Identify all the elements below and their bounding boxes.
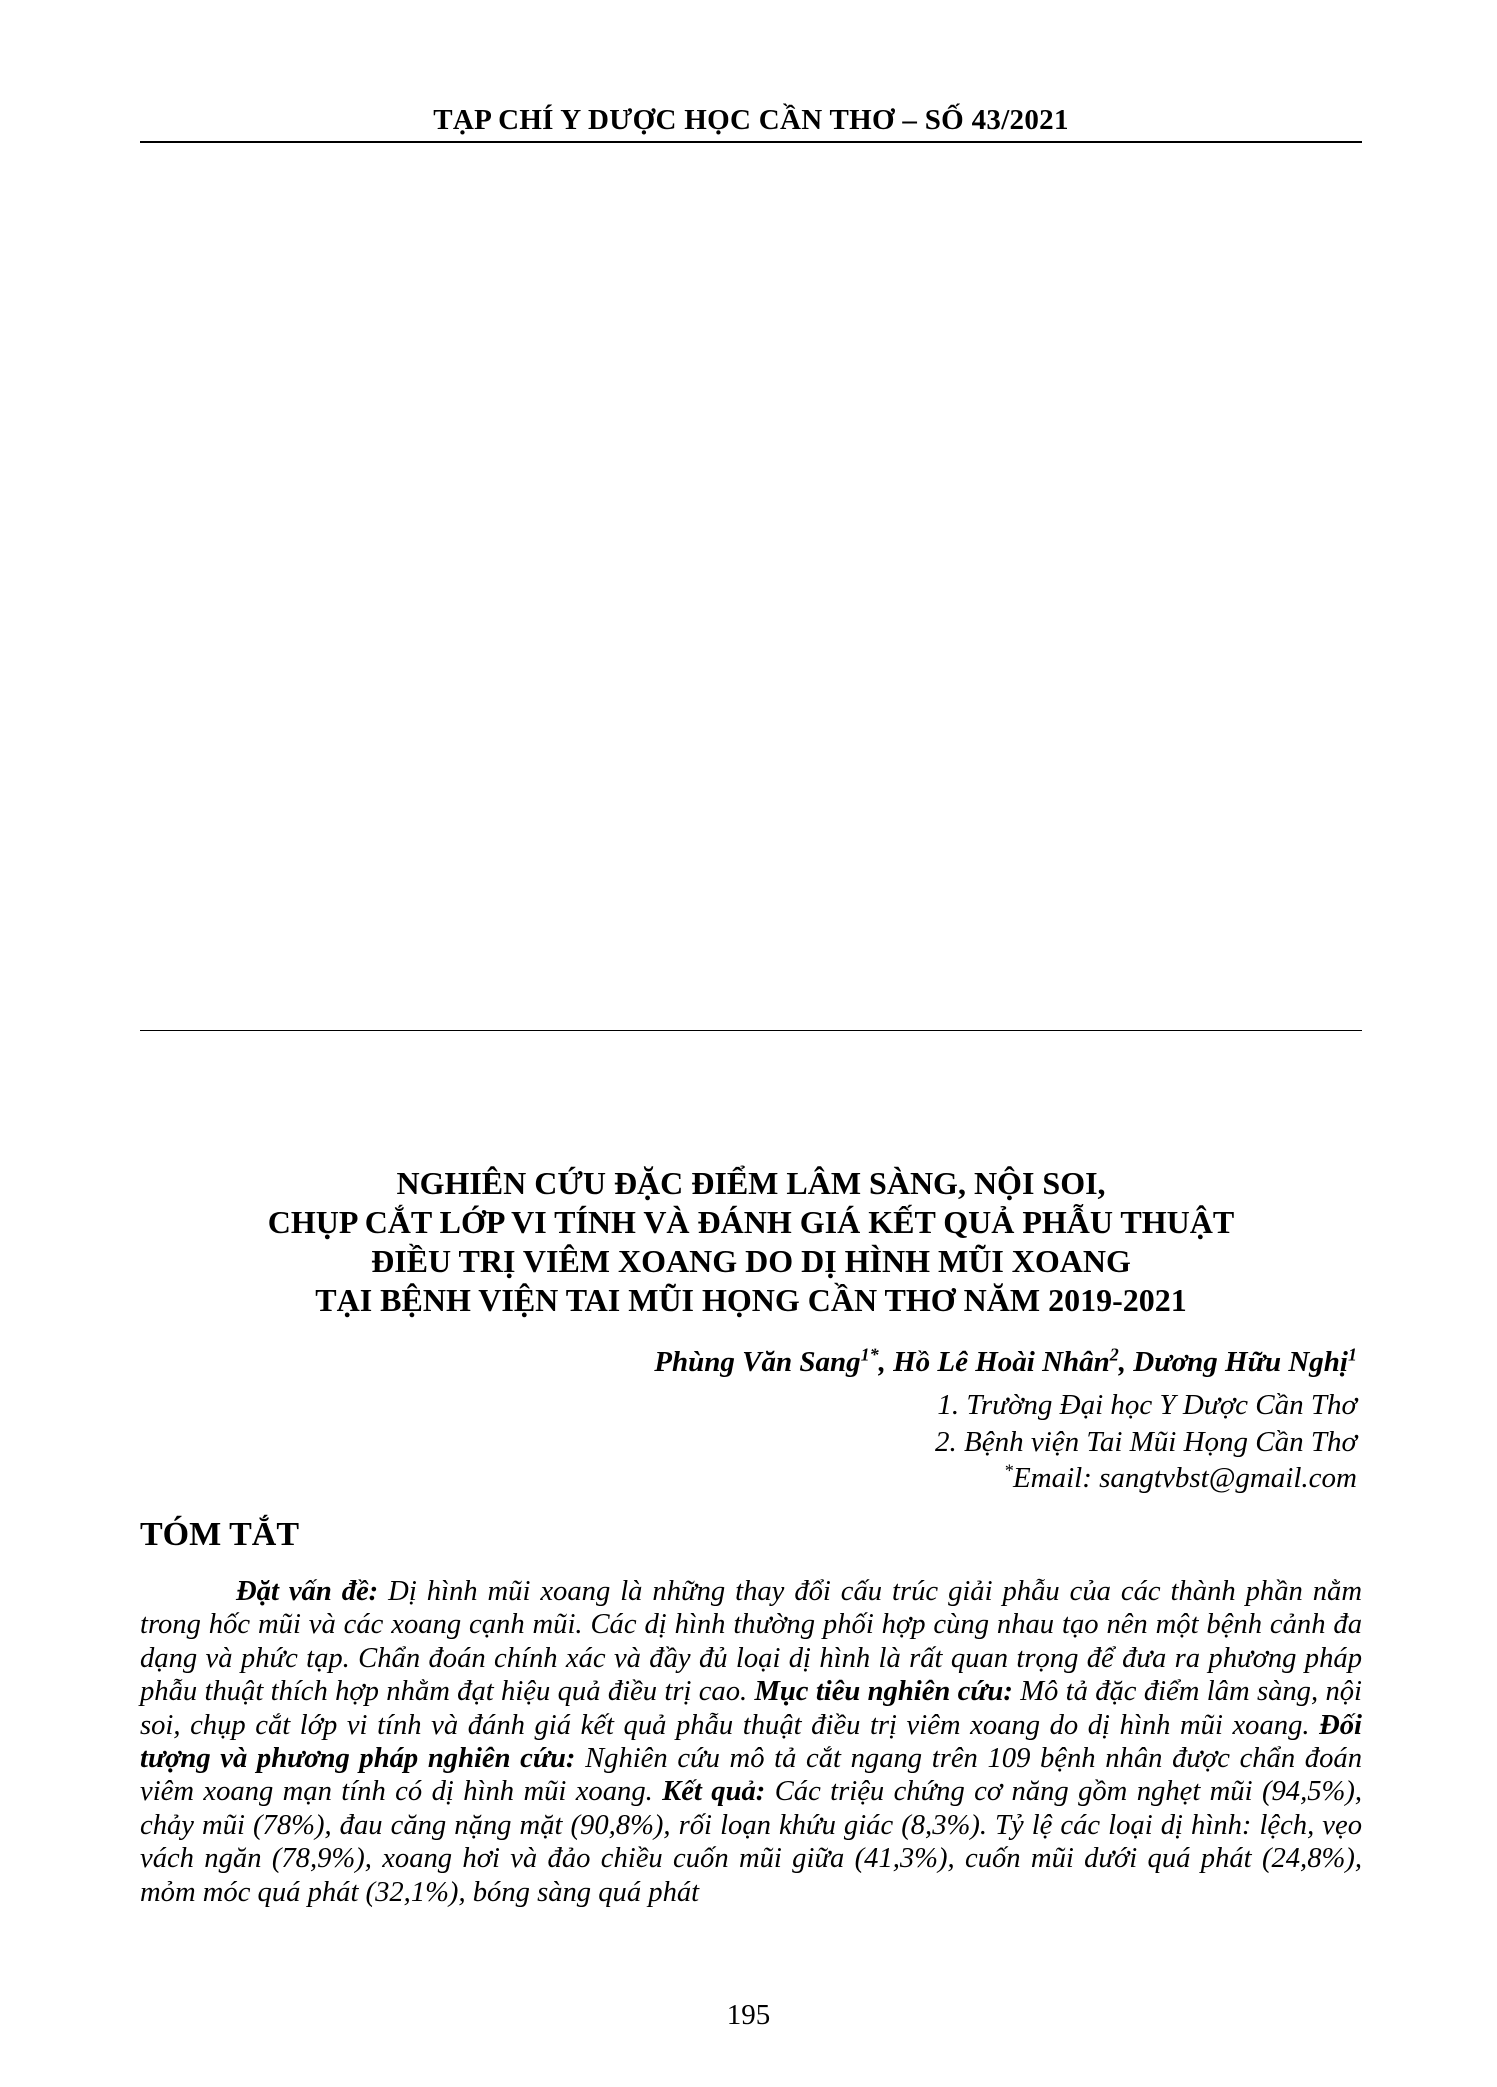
page-number: 195: [726, 1999, 771, 2031]
title-line: TẠI BỆNH VIỆN TAI MŨI HỌNG CẦN THƠ NĂM 2019-2021: [315, 1282, 1187, 1318]
author-name: Dương Hữu Nghị: [1133, 1346, 1348, 1378]
abstract-heading: TÓM TẮT: [140, 1516, 300, 1553]
title-line: NGHIÊN CỨU ĐẶC ĐIỂM LÂM SÀNG, NỘI SOI,: [396, 1165, 1106, 1201]
abstract-body: [140, 1575, 1362, 1909]
email-marker: *: [1003, 1460, 1013, 1481]
author-separator: ,: [1118, 1346, 1134, 1378]
abstract-text: Nghiên cứu mô tả cắt ngang trên 109 bệnh nhân được chẩn đoán viêm xoang mạn tính có dị hình mũi xoang.: [140, 1743, 1362, 1808]
author-affiliation-mark: 2: [1109, 1344, 1119, 1365]
article-title: [140, 1164, 1362, 1320]
author-separator: ,: [878, 1346, 894, 1378]
abstract-text: Mô tả đặc điểm lâm sàng, nội soi, chụp cắt lớp vi tính và đánh giá kết quả phẫu thuật điều trị viêm xoang do dị hình mũi xoang.: [140, 1676, 1362, 1741]
abstract-label: Đối tượng và phương pháp nghiên cứu:: [140, 1709, 1362, 1775]
abstract-label: Đặt vấn đề:: [236, 1576, 379, 1607]
author-name: Phùng Văn Sang: [654, 1346, 861, 1378]
abstract-text: Dị hình mũi xoang là những thay đổi cấu trúc giải phẫu của các thành phần nằm trong hốc mũi và các xoang cạnh mũi. Các dị hình thường phối hợp cùng nhau tạo nên một bệnh cảnh đa dạng và phức tạp. Chẩn đoán chính xác và đầy đủ loại dị hình là rất quan trọng để đưa ra phương pháp phẫu thuật thích hợp nhằm đạt hiệu quả điều trị cao.: [140, 1576, 1363, 1708]
abstract-text: Các triệu chứng cơ năng gồm nghẹt mũi (94,5%), chảy mũi (78%), đau căng nặng mặt (90,8%), rối loạn khứu giác (8,3%). Tỷ lệ các loại dị hình: lệch, vẹo vách ngăn (78,9%), xoang hơi và đảo chiều cuốn mũi giữa (41,3%), cuốn mũi dưới quá phát (24,8%), mỏm móc quá phát (32,1%), bóng sàng quá phát: [140, 1776, 1363, 1908]
author-list: [654, 1346, 1357, 1379]
abstract-label: Mục tiêu nghiên cứu:: [754, 1676, 1013, 1708]
title-line: ĐIỀU TRỊ VIÊM XOANG DO DỊ HÌNH MŨI XOANG: [371, 1243, 1131, 1279]
section-divider: [140, 1030, 1362, 1031]
affiliation-2: 2. Bệnh viện Tai Mũi Họng Cần Thơ: [934, 1426, 1357, 1458]
author-name: Hồ Lê Hoài Nhân: [893, 1346, 1110, 1378]
author-affiliation-mark: 1*: [860, 1344, 879, 1365]
affiliation-1: 1. Trường Đại học Y Dược Cần Thơ: [937, 1389, 1357, 1421]
corresponding-email: [1004, 1462, 1357, 1495]
journal-header: TẠP CHÍ Y DƯỢC HỌC CẦN THƠ – SỐ 43/2021: [433, 104, 1069, 136]
abstract-label: Kết quả:: [662, 1776, 766, 1808]
title-line: CHỤP CẮT LỚP VI TÍNH VÀ ĐÁNH GIÁ KẾT QUẢ PHẪU THUẬT: [267, 1204, 1235, 1240]
email-text: Email: sangtvbst@gmail.com: [1012, 1462, 1357, 1494]
author-affiliation-mark: 1: [1348, 1344, 1357, 1365]
header-rule: [140, 141, 1362, 143]
